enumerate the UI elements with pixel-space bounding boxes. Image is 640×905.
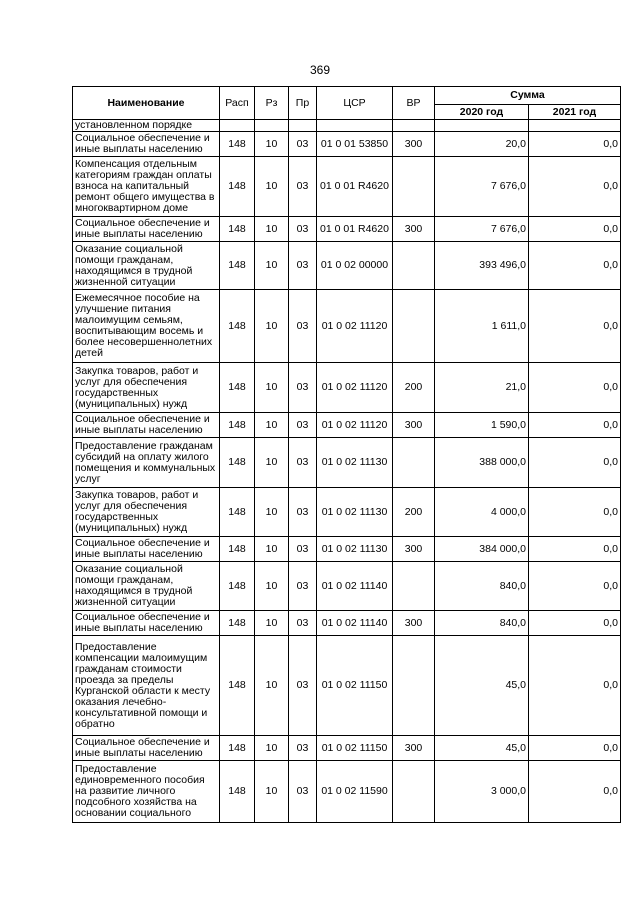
cell-pr: 03 bbox=[289, 157, 317, 217]
cell-vr bbox=[393, 290, 435, 363]
cell-csr: 01 0 02 11150 bbox=[317, 636, 393, 736]
cell-pr: 03 bbox=[289, 132, 317, 157]
cell-rasp: 148 bbox=[220, 438, 255, 488]
cell-rz: 10 bbox=[255, 488, 289, 537]
cell-pr: 03 bbox=[289, 537, 317, 562]
cell-2020: 20,0 bbox=[435, 132, 529, 157]
header-sum: Сумма bbox=[435, 87, 621, 105]
cell-csr: 01 0 02 11150 bbox=[317, 736, 393, 761]
cell-vr bbox=[393, 157, 435, 217]
cell-2020 bbox=[435, 120, 529, 132]
table-row bbox=[73, 413, 621, 438]
header-year-2020: 2020 год bbox=[435, 105, 529, 120]
cell-rasp: 148 bbox=[220, 636, 255, 736]
cell-pr bbox=[289, 120, 317, 132]
cell-pr: 03 bbox=[289, 290, 317, 363]
cell-2020: 7 676,0 bbox=[435, 157, 529, 217]
table-row bbox=[73, 290, 621, 363]
cell-2021: 0,0 bbox=[529, 290, 621, 363]
cell-vr: 300 bbox=[393, 736, 435, 761]
cell-rasp: 148 bbox=[220, 157, 255, 217]
cell-rz: 10 bbox=[255, 761, 289, 823]
cell-vr bbox=[393, 761, 435, 823]
cell-name: установленном порядке bbox=[73, 120, 220, 132]
cell-2021: 0,0 bbox=[529, 736, 621, 761]
cell-2021: 0,0 bbox=[529, 611, 621, 636]
cell-csr: 01 0 02 11140 bbox=[317, 611, 393, 636]
cell-name: Компенсация отдельным категориям граждан оплаты взноса на капитальный ремонт общего имущества в многоквартирном доме bbox=[73, 157, 220, 217]
cell-csr: 01 0 02 11140 bbox=[317, 562, 393, 611]
cell-2020: 388 000,0 bbox=[435, 438, 529, 488]
cell-name: Предоставление компенсации малоимущим гражданам стоимости проезда за пределы Курганской области к месту оказания лечебно-консультативной помощи и обратно bbox=[73, 636, 220, 736]
cell-rz: 10 bbox=[255, 611, 289, 636]
cell-rz: 10 bbox=[255, 636, 289, 736]
cell-rz: 10 bbox=[255, 217, 289, 242]
cell-2021: 0,0 bbox=[529, 217, 621, 242]
cell-pr: 03 bbox=[289, 438, 317, 488]
cell-2020: 1 611,0 bbox=[435, 290, 529, 363]
cell-2020: 21,0 bbox=[435, 363, 529, 413]
cell-pr: 03 bbox=[289, 761, 317, 823]
table-row bbox=[73, 736, 621, 761]
cell-rasp: 148 bbox=[220, 413, 255, 438]
cell-rasp: 148 bbox=[220, 611, 255, 636]
cell-rasp: 148 bbox=[220, 488, 255, 537]
table-row bbox=[73, 242, 621, 290]
cell-rz bbox=[255, 120, 289, 132]
cell-2021: 0,0 bbox=[529, 413, 621, 438]
cell-csr: 01 0 02 11130 bbox=[317, 438, 393, 488]
cell-pr: 03 bbox=[289, 611, 317, 636]
table-row bbox=[73, 562, 621, 611]
cell-csr: 01 0 02 11590 bbox=[317, 761, 393, 823]
cell-rasp: 148 bbox=[220, 363, 255, 413]
cell-name: Социальное обеспечение и иные выплаты населению bbox=[73, 611, 220, 636]
cell-rz: 10 bbox=[255, 132, 289, 157]
cell-pr: 03 bbox=[289, 736, 317, 761]
header-rasp: Расп bbox=[220, 87, 255, 120]
table-row bbox=[73, 438, 621, 488]
cell-vr bbox=[393, 562, 435, 611]
cell-csr: 01 0 02 11130 bbox=[317, 488, 393, 537]
cell-rasp: 148 bbox=[220, 736, 255, 761]
cell-2020: 4 000,0 bbox=[435, 488, 529, 537]
cell-vr bbox=[393, 438, 435, 488]
cell-pr: 03 bbox=[289, 217, 317, 242]
cell-vr: 300 bbox=[393, 611, 435, 636]
table-row bbox=[73, 537, 621, 562]
cell-rz: 10 bbox=[255, 413, 289, 438]
cell-name: Предоставление гражданам субсидий на оплату жилого помещения и коммунальных услуг bbox=[73, 438, 220, 488]
cell-2021: 0,0 bbox=[529, 562, 621, 611]
header-pr: Пр bbox=[289, 87, 317, 120]
header-csr: ЦСР bbox=[317, 87, 393, 120]
cell-csr: 01 0 01 R4620 bbox=[317, 157, 393, 217]
cell-2021: 0,0 bbox=[529, 438, 621, 488]
cell-2020: 3 000,0 bbox=[435, 761, 529, 823]
table-row bbox=[73, 157, 621, 217]
cell-csr: 01 0 02 00000 bbox=[317, 242, 393, 290]
cell-2020: 393 496,0 bbox=[435, 242, 529, 290]
cell-vr: 300 bbox=[393, 537, 435, 562]
cell-rasp: 148 bbox=[220, 537, 255, 562]
cell-name: Социальное обеспечение и иные выплаты населению bbox=[73, 736, 220, 761]
cell-2020: 840,0 bbox=[435, 611, 529, 636]
cell-pr: 03 bbox=[289, 363, 317, 413]
cell-2020: 45,0 bbox=[435, 636, 529, 736]
cell-2021: 0,0 bbox=[529, 488, 621, 537]
cell-csr bbox=[317, 120, 393, 132]
cell-rasp: 148 bbox=[220, 242, 255, 290]
cell-rz: 10 bbox=[255, 562, 289, 611]
cell-2021: 0,0 bbox=[529, 761, 621, 823]
cell-2021: 0,0 bbox=[529, 636, 621, 736]
cell-rz: 10 bbox=[255, 537, 289, 562]
cell-rz: 10 bbox=[255, 736, 289, 761]
header-name: Наименование bbox=[73, 87, 220, 120]
cell-rasp: 148 bbox=[220, 562, 255, 611]
cell-pr: 03 bbox=[289, 636, 317, 736]
cell-pr: 03 bbox=[289, 242, 317, 290]
cell-vr: 200 bbox=[393, 488, 435, 537]
cell-2020: 840,0 bbox=[435, 562, 529, 611]
cell-vr: 300 bbox=[393, 132, 435, 157]
cell-rz: 10 bbox=[255, 290, 289, 363]
page-number: 369 bbox=[309, 63, 331, 77]
cell-vr bbox=[393, 636, 435, 736]
table-row bbox=[73, 761, 621, 823]
cell-name: Предоставление единовременного пособия на развитие личного подсобного хозяйства на основании социального bbox=[73, 761, 220, 823]
table-row bbox=[73, 132, 621, 157]
cell-name: Социальное обеспечение и иные выплаты населению bbox=[73, 132, 220, 157]
table-row bbox=[73, 363, 621, 413]
cell-name: Ежемесячное пособие на улучшение питания малоимущим семьям, воспитывающим восемь и более несовершеннолетних детей bbox=[73, 290, 220, 363]
cell-2020: 7 676,0 bbox=[435, 217, 529, 242]
table-row bbox=[73, 636, 621, 736]
cell-rz: 10 bbox=[255, 438, 289, 488]
header-vr: ВР bbox=[393, 87, 435, 120]
cell-rasp bbox=[220, 120, 255, 132]
cell-2021: 0,0 bbox=[529, 157, 621, 217]
table-row bbox=[73, 611, 621, 636]
cell-2020: 1 590,0 bbox=[435, 413, 529, 438]
cell-vr: 300 bbox=[393, 413, 435, 438]
cell-name: Социальное обеспечение и иные выплаты населению bbox=[73, 217, 220, 242]
table-row bbox=[73, 120, 621, 132]
cell-name: Оказание социальной помощи гражданам, находящимся в трудной жизненной ситуации bbox=[73, 562, 220, 611]
cell-rasp: 148 bbox=[220, 132, 255, 157]
cell-2020: 45,0 bbox=[435, 736, 529, 761]
cell-vr: 200 bbox=[393, 363, 435, 413]
cell-csr: 01 0 02 11120 bbox=[317, 290, 393, 363]
cell-2021: 0,0 bbox=[529, 132, 621, 157]
cell-pr: 03 bbox=[289, 413, 317, 438]
header-rz: Рз bbox=[255, 87, 289, 120]
cell-2021: 0,0 bbox=[529, 242, 621, 290]
cell-pr: 03 bbox=[289, 562, 317, 611]
table-row bbox=[73, 488, 621, 537]
cell-name: Оказание социальной помощи гражданам, находящимся в трудной жизненной ситуации bbox=[73, 242, 220, 290]
cell-csr: 01 0 02 11120 bbox=[317, 363, 393, 413]
table-row bbox=[73, 217, 621, 242]
cell-csr: 01 0 01 53850 bbox=[317, 132, 393, 157]
cell-2021 bbox=[529, 120, 621, 132]
cell-pr: 03 bbox=[289, 488, 317, 537]
cell-name: Закупка товаров, работ и услуг для обеспечения государственных (муниципальных) нужд bbox=[73, 488, 220, 537]
cell-vr: 300 bbox=[393, 217, 435, 242]
cell-rz: 10 bbox=[255, 157, 289, 217]
table-body bbox=[73, 120, 621, 823]
cell-csr: 01 0 02 11130 bbox=[317, 537, 393, 562]
cell-rasp: 148 bbox=[220, 290, 255, 363]
cell-rasp: 148 bbox=[220, 217, 255, 242]
cell-rz: 10 bbox=[255, 242, 289, 290]
cell-vr bbox=[393, 242, 435, 290]
cell-rasp: 148 bbox=[220, 761, 255, 823]
cell-vr bbox=[393, 120, 435, 132]
cell-rz: 10 bbox=[255, 363, 289, 413]
header-year-2021: 2021 год bbox=[529, 105, 621, 120]
cell-name: Закупка товаров, работ и услуг для обеспечения государственных (муниципальных) нужд bbox=[73, 363, 220, 413]
cell-2021: 0,0 bbox=[529, 537, 621, 562]
cell-name: Социальное обеспечение и иные выплаты населению bbox=[73, 537, 220, 562]
cell-csr: 01 0 01 R4620 bbox=[317, 217, 393, 242]
cell-2020: 384 000,0 bbox=[435, 537, 529, 562]
cell-csr: 01 0 02 11120 bbox=[317, 413, 393, 438]
cell-2021: 0,0 bbox=[529, 363, 621, 413]
budget-table bbox=[72, 86, 621, 823]
cell-name: Социальное обеспечение и иные выплаты населению bbox=[73, 413, 220, 438]
